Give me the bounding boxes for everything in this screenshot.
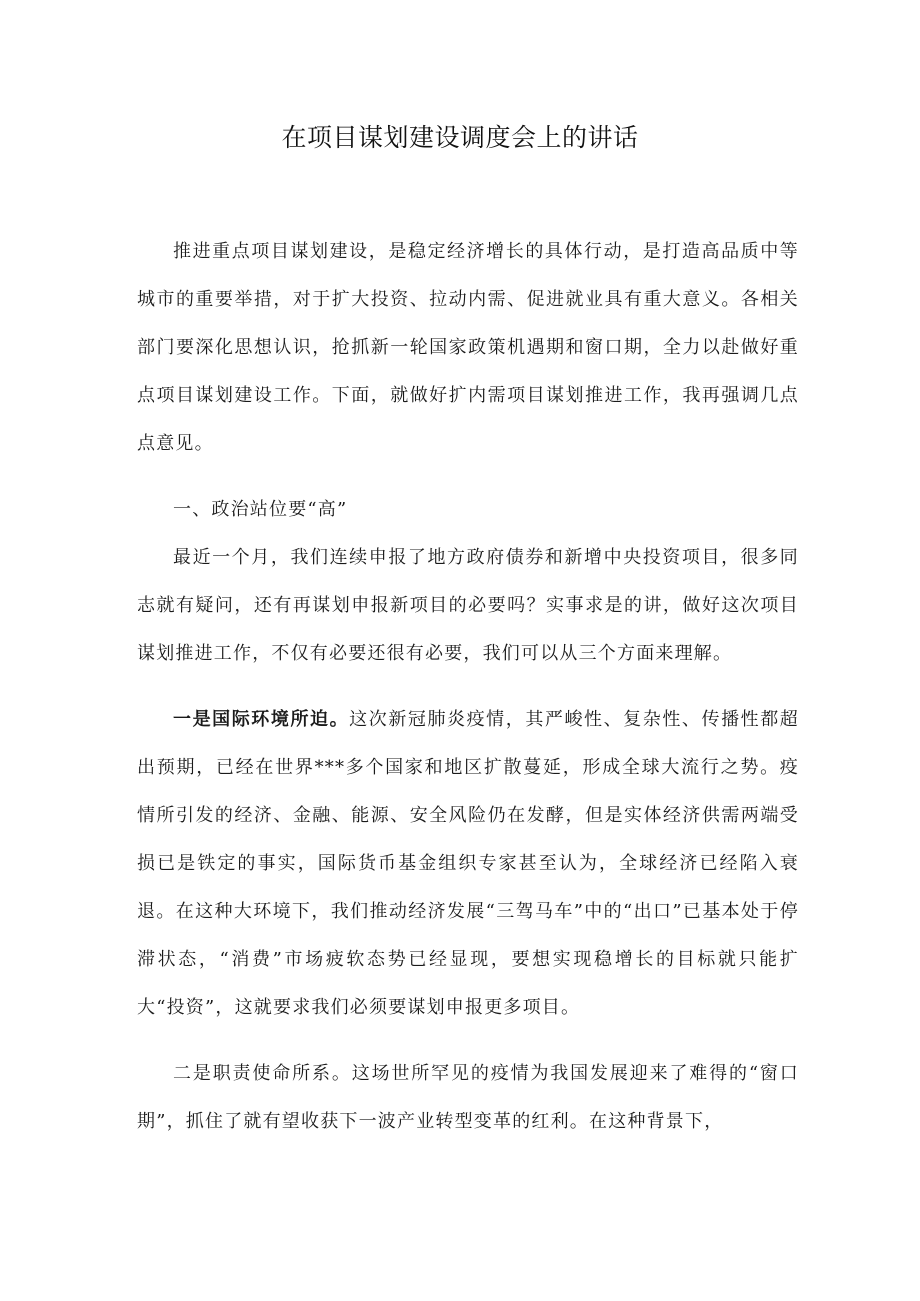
paragraph-text: 这次新冠肺炎疫情，其严峻性、复杂性、传播性都超出预期，已经在世界***多个国家和地区扩散蔓延，形成全球大流行之势。疫情所引发的经济、金融、能源、安全风险仍在发酵，但是实体经济供需两端受损已是铁定的事实，国际货币基金组织专家甚至认为，全球经济已经陷入衰退。在这种大环境下，我们推动经济发展“三驾马车”中的“出口”已基本处于停滞状态，“消费”市场疲软态势已经显现，要想实现稳增长的目标就只能扩大“投资”，这就要求我们必须要谋划申报更多项目。: [137, 709, 799, 1018]
paragraph-text: 推进重点项目谋划建设，是稳定经济增长的具体行动，是打造高品质中等城市的重要举措，对于扩大投资、拉动内需、促进就业具有重大意义。各相关部门要深化思想认识，抢抓新一轮国家政策机遇期和窗口期，全力以赴做好重点项目谋划建设工作。下面，就做好扩内需项目谋划推进工作，我再强调几点点意见。: [137, 241, 799, 454]
paragraph-text: 最近一个月，我们连续申报了地方政府债券和新增中央投资项目，很多同志就有疑问，还有再谋划申报新项目的必要吗？实事求是的讲，做好这次项目谋划推进工作，不仅有必要还很有必要，我们可以从三个方面来理解。: [137, 547, 799, 664]
paragraph-point-two: [137, 1050, 799, 1146]
section-heading: [137, 486, 799, 534]
paragraph-background: [137, 534, 799, 678]
paragraph-intro: [137, 228, 799, 468]
page-title: 在项目谋划建设调度会上的讲话: [281, 123, 639, 152]
paragraph-lead: 一是国际环境所迫。: [173, 709, 350, 730]
paragraph-text: 二是职责使命所系。这场世所罕见的疫情为我国发展迎来了难得的“窗口期”，抓住了就有望收获下一波产业转型变革的红利。在这种背景下，: [137, 1063, 799, 1132]
section-heading-text: 一、政治站位要“高”: [173, 499, 348, 520]
paragraph-point-one: [137, 696, 799, 1032]
document-body: [137, 228, 799, 1146]
